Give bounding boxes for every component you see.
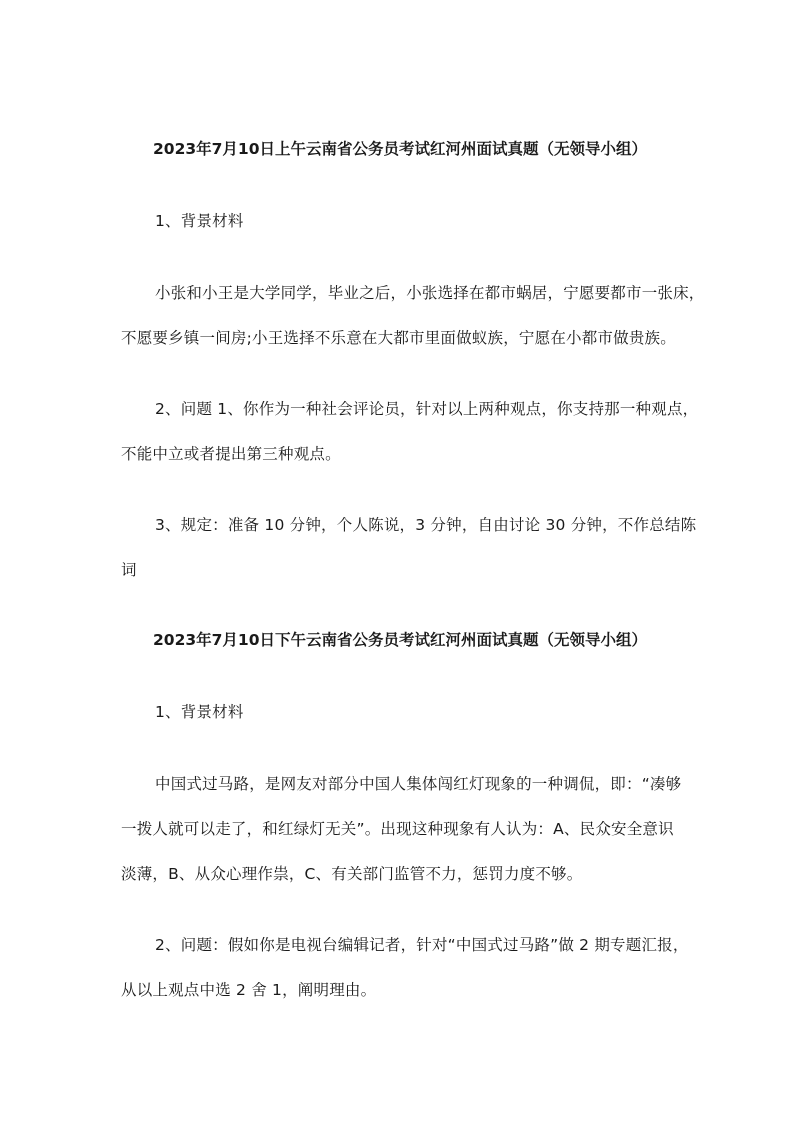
- section1-question-line: 2、问题 1、你作为一种社会评论员，针对以上两种观点，你支持那一种观点，: [155, 400, 699, 418]
- section1-question-line: 不能中立或者提出第三种观点。: [121, 445, 341, 463]
- section1-rules-line: 词: [121, 561, 137, 579]
- section1-background-label: 1、背景材料: [155, 212, 244, 230]
- section2-material-line: 一拨人就可以走了，和红绿灯无关”。出现这种现象有人认为：A、民众安全意识: [121, 820, 674, 838]
- section2-material-line: 中国式过马路，是网友对部分中国人集体闯红灯现象的一种调侃，即：“凑够: [155, 775, 682, 793]
- section2-background-label: 1、背景材料: [155, 703, 244, 721]
- section2-question-line: 从以上观点中选 2 舍 1，阐明理由。: [121, 981, 377, 999]
- section1-material-line: 不愿要乡镇一间房;小王选择不乐意在大都市里面做蚁族，宁愿在小都市做贵族。: [121, 329, 676, 347]
- section1-title: 2023年7月10日上午云南省公务员考试红河州面试真题（无领导小组）: [153, 140, 647, 158]
- section2-material-line: 淡薄，B、从众心理作祟，C、有关部门监管不力，惩罚力度不够。: [121, 865, 583, 883]
- section2-title: 2023年7月10日下午云南省公务员考试红河州面试真题（无领导小组）: [153, 631, 647, 649]
- section1-material-line: 小张和小王是大学同学，毕业之后，小张选择在都市蜗居，宁愿要都市一张床，: [155, 284, 705, 302]
- section2-question-line: 2、问题：假如你是电视台编辑记者，针对“中国式过马路”做 2 期专题汇报，: [155, 936, 689, 954]
- section1-rules-line: 3、规定：准备 10 分钟，个人陈说，3 分钟，自由讨论 30 分钟，不作总结陈: [155, 516, 697, 534]
